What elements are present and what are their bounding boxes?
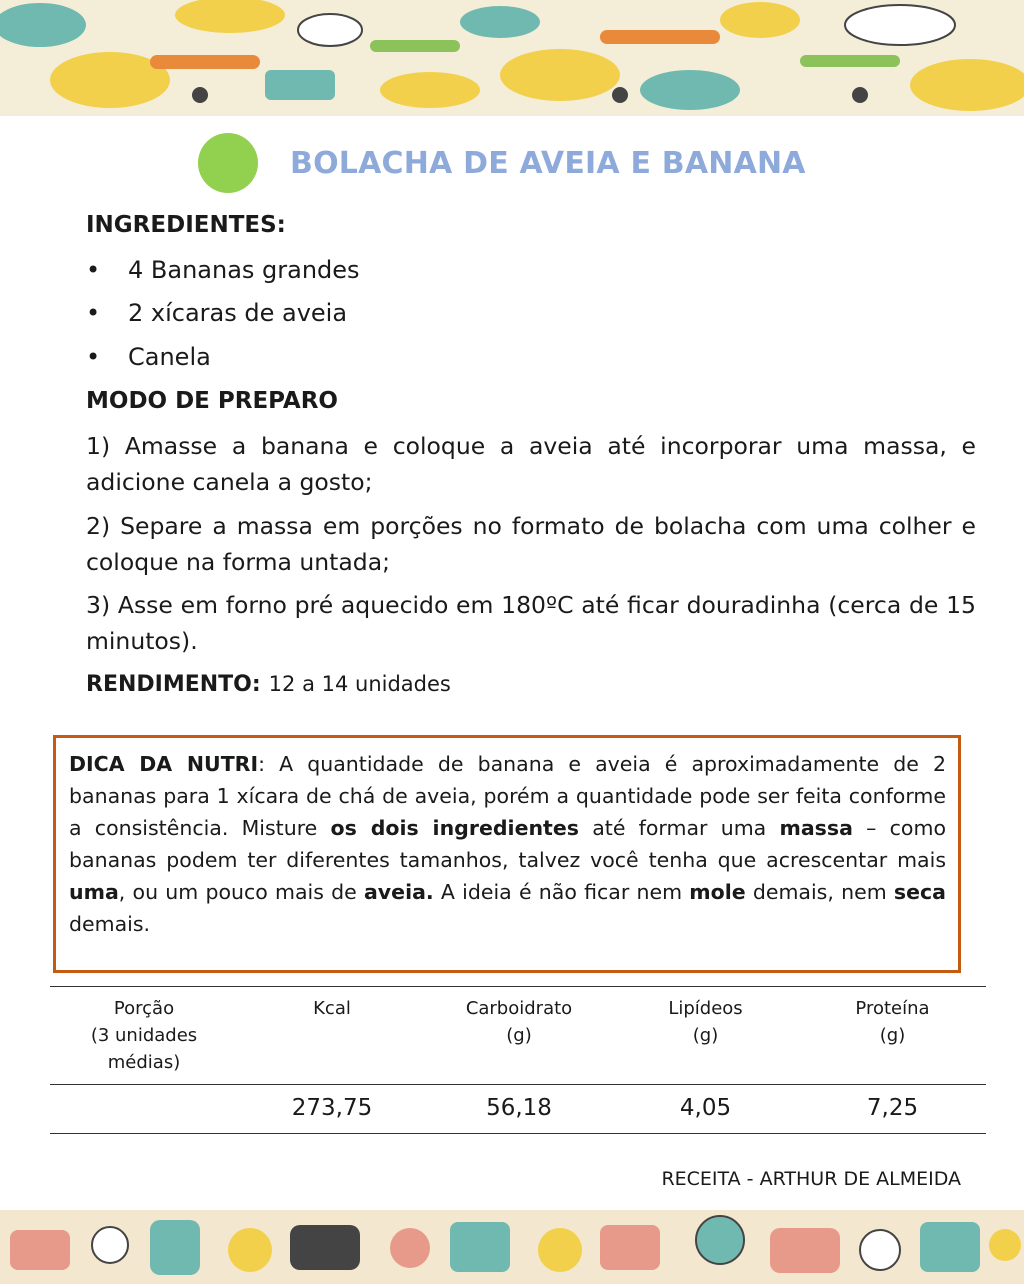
header-lipids: Lipídeos (g) [612, 987, 799, 1085]
yield-line [86, 672, 451, 697]
value-kcal: 273,75 [238, 1085, 426, 1134]
preparation-step: 3) Asse em forno pré aquecido em 180ºC até ficar douradinha (cerca de 15 minutos). [86, 591, 976, 655]
ingredients-heading: INGREDIENTES: [86, 212, 286, 238]
bullet-icon: • [86, 343, 101, 371]
bullet-icon: • [86, 256, 101, 284]
header-protein: Proteína (g) [799, 987, 986, 1085]
green-circle-icon [198, 133, 258, 193]
nutrition-table [50, 986, 986, 1134]
header-carbs: Carboidrato (g) [426, 987, 612, 1085]
value-carbs: 56,18 [426, 1085, 612, 1134]
value-protein: 7,25 [799, 1085, 986, 1134]
top-decorative-banner [0, 0, 1024, 116]
value-portion [50, 1085, 238, 1134]
bottom-decorative-banner [0, 1210, 1024, 1284]
nutrition-header-row [50, 987, 986, 1085]
bullet-icon: • [86, 299, 101, 327]
header-portion: Porção (3 unidades médias) [50, 987, 238, 1085]
ingredient-item: • Canela [86, 343, 211, 371]
value-lipids: 4,05 [612, 1085, 799, 1134]
nutrition-tip-box [53, 735, 961, 973]
recipe-credit: RECEITA - ARTHUR DE ALMEIDA [661, 1168, 961, 1190]
yield-value: 12 a 14 unidades [268, 672, 451, 696]
preparation-step: 1) Amasse a banana e coloque a aveia até incorporar uma massa, e adicione canela a gosto; [86, 432, 976, 496]
yield-label: RENDIMENTO: [86, 672, 261, 697]
table-row [50, 1085, 986, 1134]
preparation-heading: MODO DE PREPARO [86, 388, 338, 414]
ingredient-item: • 4 Bananas grandes [86, 256, 360, 284]
nutrition-tip-text: DICA DA NUTRI: A quantidade de banana e aveia é aproximadamente de 2 bananas para 1 xícara de chá de aveia, porém a quantidade pode ser feita conforme a consistência. Misture os dois ingredientes até formar uma massa – como bananas podem ter diferentes tamanhos, talvez você tenha que acrescentar mais uma, ou um pouco mais de aveia. A ideia é não ficar nem mole demais, nem seca demais. [69, 752, 946, 936]
header-kcal: Kcal [238, 987, 426, 1085]
preparation-step: 2) Separe a massa em porções no formato de bolacha com uma colher e coloque na forma untada; [86, 512, 976, 576]
recipe-title: BOLACHA DE AVEIA E BANANA [290, 145, 806, 181]
title-row [198, 132, 806, 194]
ingredient-item: • 2 xícaras de aveia [86, 299, 348, 327]
